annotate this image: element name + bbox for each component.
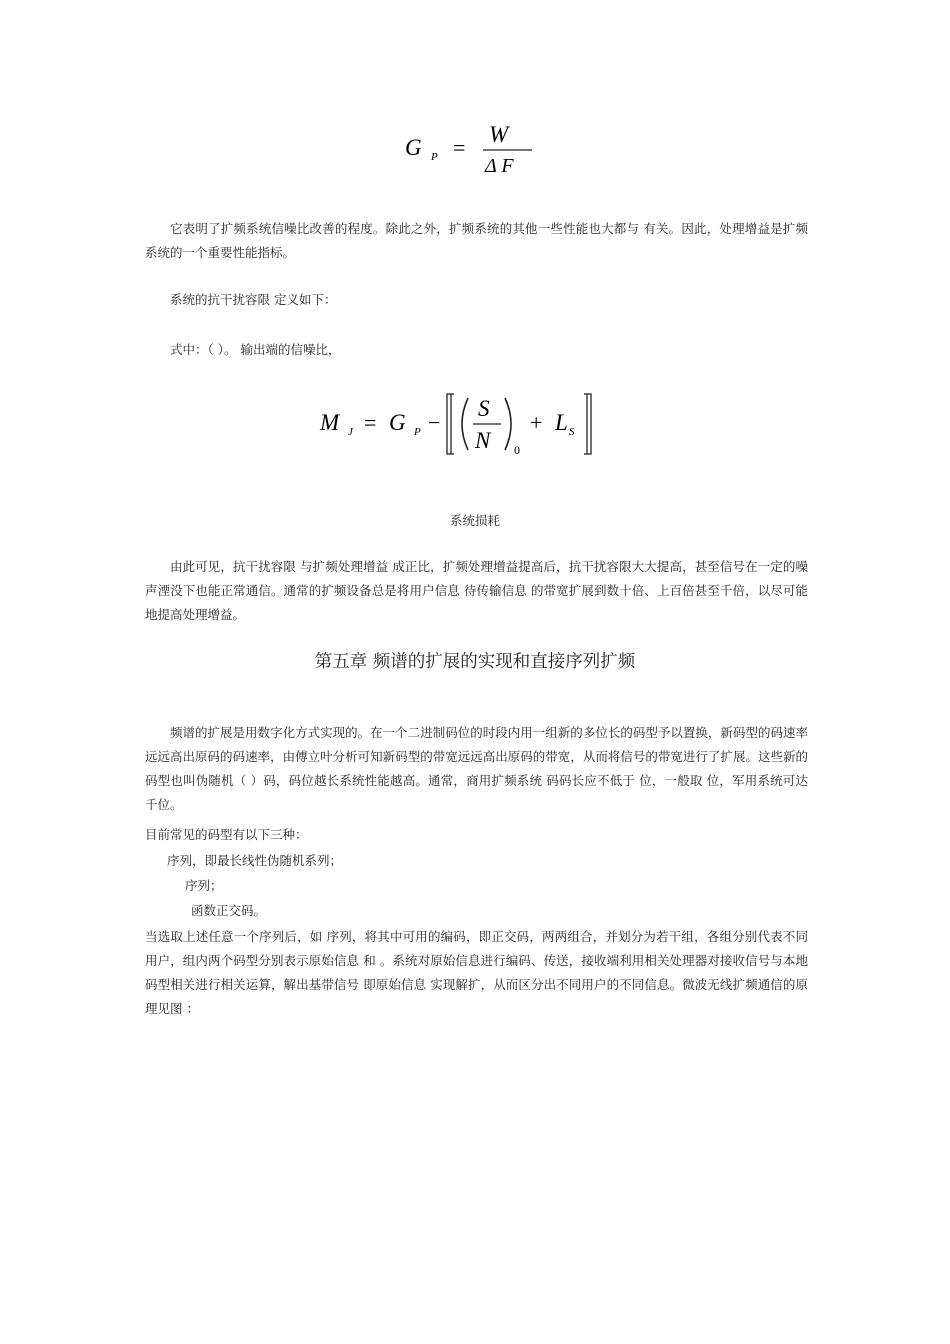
line-where: 式中：（ ）。 输出端的信噪比， [170,342,341,357]
formula2-minus: − [428,410,441,435]
formula-processing-gain-svg [395,118,555,188]
chapter-heading: 第五章 频谱的扩展的实现和直接序列扩频 [314,652,636,672]
formula1-denominator: Δ F [485,155,514,177]
formula2-lhs: M [320,410,340,435]
formula2-loss-subscript: S [569,426,575,438]
formula1-lhs-subscript: P [431,151,438,163]
formula2-lhs-subscript: J [348,426,353,438]
formula1-equals: = [453,135,466,160]
list-item-gold-sequence: 序列； [185,878,223,893]
formula-processing-gain [395,118,555,188]
formula2-fraction-denominator: N [475,428,491,453]
list-item-walsh-code: 函数正交码。 [191,903,267,918]
formula2-gain: G [389,410,406,435]
formula2-equals: = [364,410,377,435]
formula2-left-paren [462,398,468,450]
paragraph-gain-effect: 由此可见，抗干扰容限 与扩频处理增益 成正比，扩频处理增益提高后，抗干扰容限大大提高，甚至信号在一定的噪声湮没下也能正常通信。通常的扩频设备总是将用户信息 待传输信息 的带宽扩展到数十倍、上百倍甚至千倍，以尽可能地提高处理增益。 [145,559,808,622]
formula2-paren-subscript: 0 [514,443,520,457]
line-antijam-definition: 系统的抗干扰容限 定义如下： [170,292,337,307]
formula2-right-bracket [584,394,591,454]
formula-antijam-margin-svg [318,388,608,460]
paragraph-spread-spectrum: 频谱的扩展是用数字化方式实现的。在一个二进制码位的时段内用一组新的多位长的码型予以置换，新码型的码速率远远高出原码的码速率，由傅立叶分析可知新码型的带宽远远高出原码的带宽，从而将信号的带宽进行了扩展。这些新的码型也叫伪随机（ ）码，码位越长系统性能越高。通常，商用扩频系统 码码长应不低于 位，一般取 位，军用系统可达千位。 [145,725,808,812]
formula2-right-paren [505,398,511,450]
formula2-fraction-numerator: S [478,396,490,421]
formula1-lhs: G [405,135,422,160]
formula2-left-bracket [447,394,454,454]
formula1-numerator: W [489,122,509,147]
paragraph-code-selection: 当选取上述任意一个序列后，如 序列，将其中可用的编码，即正交码，两两组合，并划分为若干组，各组分别代表不同用户，组内两个码型分别表示原始信息 和 。系统对原始信息进行编码、传送，接收端利用相关处理器对接收信号与本地码型相关进行相关运算，解出基带信号 即原始信息 实现解扩，从而区分出不同用户的不同信息。微波无线扩频通信的原理见图 ： [145,929,808,1016]
formula2-loss: L [555,410,568,435]
caption-system-loss: 系统损耗 [449,513,500,528]
list-item-m-sequence: 序列，即最长线性伪随机系列； [167,853,343,868]
paragraph-gain-importance: 它表明了扩频系统信噪比改善的程度。除此之外，扩频系统的其他一些性能也大都与 有关。因此，处理增益是扩频系统的一个重要性能指标。 [145,221,808,260]
list-intro: 目前常见的码型有以下三种： [145,827,308,842]
formula2-plus: + [530,410,543,435]
formula2-gain-subscript: P [414,426,421,438]
formula-antijam-margin [318,388,608,460]
